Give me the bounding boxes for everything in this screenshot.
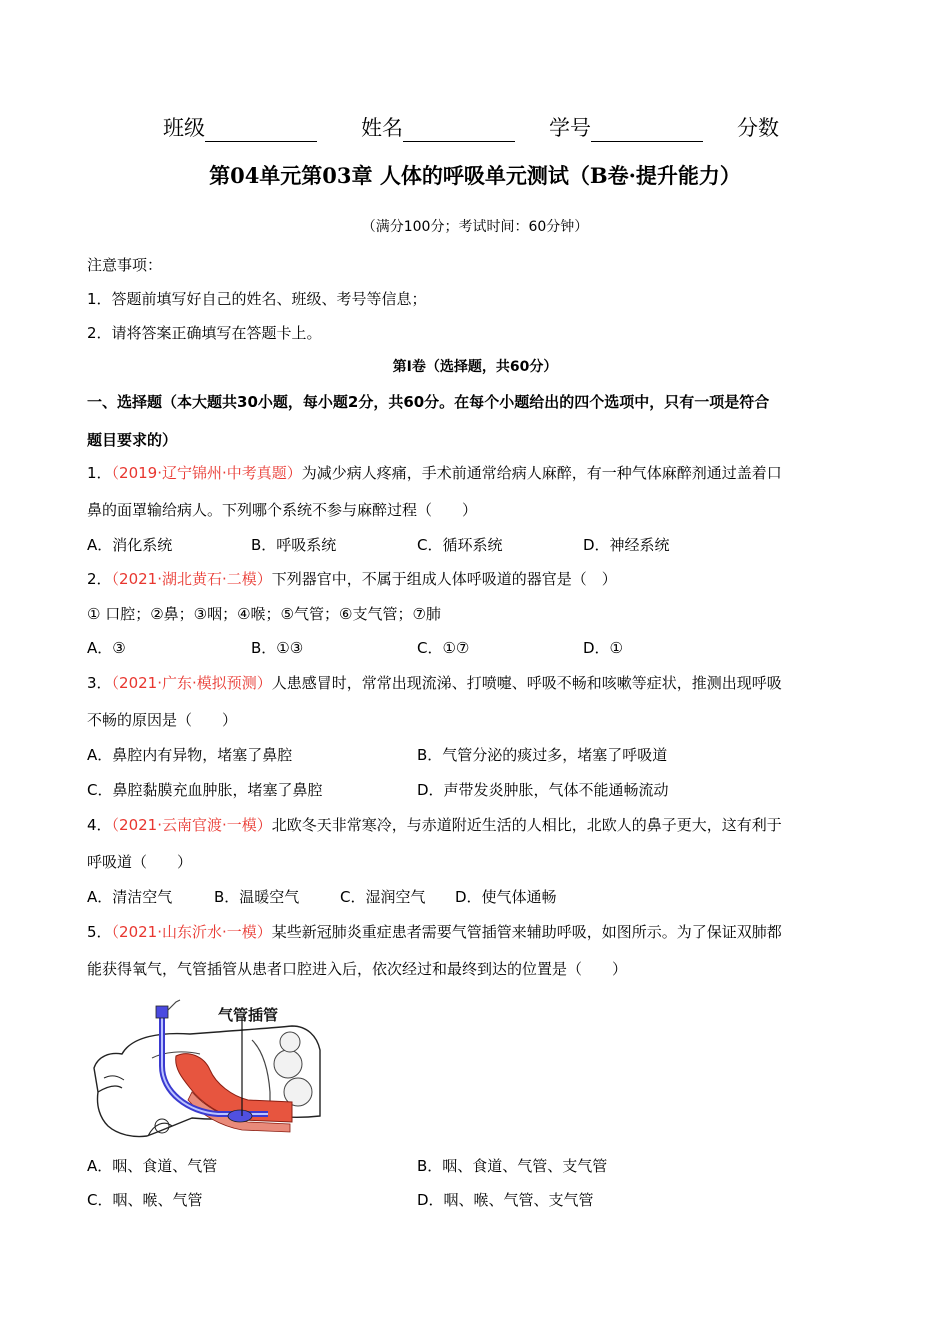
q4-option-c[interactable]: C．湿润空气 xyxy=(340,888,426,906)
page-title: 第04单元第03章 人体的呼吸单元测试（B卷·提升能力） xyxy=(209,163,741,188)
q2-option-a[interactable]: A．③ xyxy=(87,639,126,657)
q5-option-b[interactable]: B．咽、食道、气管、支气管 xyxy=(417,1157,608,1175)
question-3-text-cont: 不畅的原因是（ ） xyxy=(87,711,238,729)
q1-option-c[interactable]: C．循环系统 xyxy=(417,536,503,554)
question-source: （2021·山东沂水·一模） xyxy=(111,923,272,941)
question-source: （2021·云南官渡·一模） xyxy=(111,816,272,834)
question-text: 为减少病人疼痛，手术前通常给病人麻醉，有一种气体麻醉剂通过盖着口 xyxy=(301,464,782,482)
q2-option-b[interactable]: B．①③ xyxy=(251,639,304,657)
question-text: 某些新冠肺炎重症患者需要气管插管来辅助呼吸，如图所示。为了保证双肺都 xyxy=(271,923,782,941)
q5-option-c[interactable]: C．咽、喉、气管 xyxy=(87,1191,203,1209)
question-text: 人患感冒时，常常出现流涕、打喷嚏、呼吸不畅和咳嗽等症状，推测出现呼吸 xyxy=(271,674,782,692)
question-1-text-cont: 鼻的面罩输给病人。下列哪个系统不参与麻醉过程（ ） xyxy=(87,501,478,519)
q2-option-c[interactable]: C．①⑦ xyxy=(417,639,470,657)
section-instruction-line2: 题目要求的） xyxy=(87,431,178,449)
q4-option-a[interactable]: A．清洁空气 xyxy=(87,888,173,906)
section-title: 第Ⅰ卷（选择题，共60分） xyxy=(392,359,558,375)
notes-heading: 注意事项： xyxy=(87,256,163,274)
question-2 xyxy=(87,568,617,589)
question-5 xyxy=(87,921,782,942)
q2-option-d[interactable]: D．① xyxy=(583,639,623,657)
figure-label: 气管插管 xyxy=(218,1006,279,1024)
q3-option-d[interactable]: D．声带发炎肿胀，气体不能通畅流动 xyxy=(417,781,669,799)
section-instruction-line1: 一、选择题（本大题共30小题，每小题2分，共60分。在每个小题给出的四个选项中，只有一项是符合 xyxy=(87,393,770,411)
note-item-1: 1．答题前填写好自己的姓名、班级、考号等信息； xyxy=(87,290,427,308)
question-number: 3． xyxy=(87,674,112,692)
q1-option-a[interactable]: A．消化系统 xyxy=(87,536,173,554)
question-number: 5． xyxy=(87,923,112,941)
question-source: （2019·辽宁锦州·中考真题） xyxy=(111,464,302,482)
q4-option-d[interactable]: D．使气体通畅 xyxy=(455,888,557,906)
q3-option-a[interactable]: A．鼻腔内有异物，堵塞了鼻腔 xyxy=(87,746,293,764)
q5-option-d[interactable]: D．咽、喉、气管、支气管 xyxy=(417,1191,594,1209)
question-2-text-cont: ① 口腔；②鼻；③咽；④喉；⑤气管；⑥支气管；⑦肺 xyxy=(87,605,441,623)
class-blank[interactable] xyxy=(205,119,317,142)
question-1 xyxy=(87,462,782,483)
exam-meta: （满分100分；考试时间：60分钟） xyxy=(361,219,589,235)
q4-option-b[interactable]: B．温暖空气 xyxy=(214,888,300,906)
question-source: （2021·广东·模拟预测） xyxy=(111,674,272,692)
q3-option-b[interactable]: B．气管分泌的痰过多，堵塞了呼吸道 xyxy=(417,746,668,764)
name-blank[interactable] xyxy=(403,119,515,142)
question-text: 下列器官中，不属于组成人体呼吸道的器官是（ ） xyxy=(271,570,617,588)
q1-option-d[interactable]: D．神经系统 xyxy=(583,536,670,554)
student-info-line xyxy=(163,112,779,142)
question-number: 4． xyxy=(87,816,112,834)
question-4-text-cont: 呼吸道（ ） xyxy=(87,853,193,871)
question-3 xyxy=(87,672,782,693)
id-label: 学号 xyxy=(549,116,591,140)
q3-option-c[interactable]: C．鼻腔黏膜充血肿胀，堵塞了鼻腔 xyxy=(87,781,323,799)
q1-option-b[interactable]: B．呼吸系统 xyxy=(251,536,337,554)
question-4 xyxy=(87,814,782,835)
intubation-figure xyxy=(92,996,322,1142)
question-number: 2． xyxy=(87,570,112,588)
id-blank[interactable] xyxy=(591,119,703,142)
score-label: 分数 xyxy=(737,116,779,140)
question-source: （2021·湖北黄石·二模） xyxy=(111,570,272,588)
q5-option-a[interactable]: A．咽、食道、气管 xyxy=(87,1157,218,1175)
question-number: 1． xyxy=(87,464,112,482)
class-label: 班级 xyxy=(163,116,205,140)
intubation-diagram xyxy=(92,996,322,1142)
name-label: 姓名 xyxy=(361,116,403,140)
note-item-2: 2．请将答案正确填写在答题卡上。 xyxy=(87,324,322,342)
question-text: 北欧冬天非常寒冷，与赤道附近生活的人相比，北欧人的鼻子更大，这有利于 xyxy=(271,816,782,834)
question-5-text-cont: 能获得氧气，气管插管从患者口腔进入后，依次经过和最终到达的位置是（ ） xyxy=(87,960,628,978)
